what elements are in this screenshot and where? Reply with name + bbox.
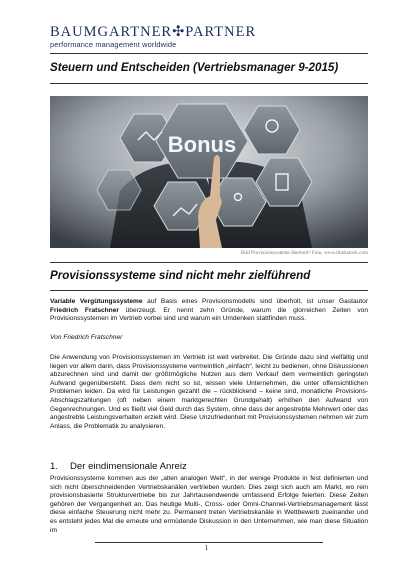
logo-name: BAUMGARTNER✣PARTNER — [50, 24, 257, 40]
headline-underline — [50, 290, 368, 291]
footer-rule — [95, 542, 323, 543]
intro-lead-1: Variable Vergütungssysteme — [50, 298, 143, 305]
series-title: Steuern und Entscheiden (Vertriebsmanager 9-2015) — [50, 61, 339, 74]
page-number: 1 — [204, 544, 209, 552]
header-rule — [50, 53, 368, 54]
body-paragraph: Die Anwendung von Provisionssystemen im Vertrieb ist weit verbreitet. Die Gründe dazu sind vielfältig und liegen vor allem darin, dass Provisionssysteme vermeintlich „einfach“, leicht zu bedienen, ohne Diskussionen abzurechnen sind und damit der größtmögliche Nutzen aus dem Verkauf dem vermeintlich geringsten Aufwand gegenübersteht. Dass dem nicht so ist, wissen viele Unternehmen, die unter offensichtlichen Problemen leiden. Da wird für Leistungen gezahlt die – rückblickend – keine sind, monatliche Provisions-Abschlagszahlungen (oft neben einem marktgerechten Grundgehalt) erhöhen den Aufwand von Gegenrechnungen. Und es fließt viel Geld durch das System, ohne dass der angestrebte Mehrwert oder das angestrebte Leistungsverhalten erzielt wird. Diese Unzufriedenheit mit Provisionssystemen nehmen wir zum Anlass, die Problematik zu analysieren. — [50, 354, 368, 430]
company-logo — [50, 24, 256, 49]
section-number: 1. — [50, 461, 59, 472]
hero-bonus-text: Bonus — [167, 132, 237, 157]
intro-text-2: überzeugt. Er nennt zehn Gründe, warum die glorreichen Zeiten von Provisionssystemen im Vertrieb vorbei sind und warum ein Umdenken stattfinden muss. — [50, 306, 369, 323]
article-headline: Provisionssysteme sind nicht mehr zielführend — [50, 269, 311, 282]
intro-text-1: auf Basis eines Provisionsmodells sind überholt, ist unser Gastautor — [142, 298, 368, 305]
headline-rule — [50, 262, 368, 263]
hero-image — [50, 96, 368, 248]
section-title: Der eindimensionale Anreiz — [70, 461, 187, 472]
logo-tagline: performance management worldwide — [50, 40, 177, 49]
author-line: Von Friedrich Fratschner — [50, 334, 123, 341]
intro-paragraph — [50, 298, 368, 324]
series-title-rule — [50, 83, 368, 84]
section-heading — [50, 461, 187, 472]
section-paragraph: Provisionssysteme kommen aus der „alten analogen Welt“, in der wenige Produkte in fest definierten und sich nicht überschneidenden Vertriebskanälen vertrieben wurden. Dies zeigt sich auch am Markt, wo rein provisionsbasierte Strukturvertriebe bis zur Jahrtausendwende umfassend Erfolge feierten. Diese Zeiten gehören der Vergangenheit an. Das heutige Multi-, Cross- oder Omni-Channel-Vertriebsmanagement lässt diese einfache Steuerung nicht mehr zu. Permanent treten Vertriebskanäle in Wettbewerb zueinander und es entsteht jedes Mal die erneute und ermüdende Diskussion in den Unternehmen, wie man diese Situation im — [50, 475, 368, 534]
intro-lead-2: Friedrich Fratschner — [50, 306, 119, 314]
image-caption: Bild Provisionssysteme überholt? Foto, www.thinkstock.com — [240, 250, 368, 256]
